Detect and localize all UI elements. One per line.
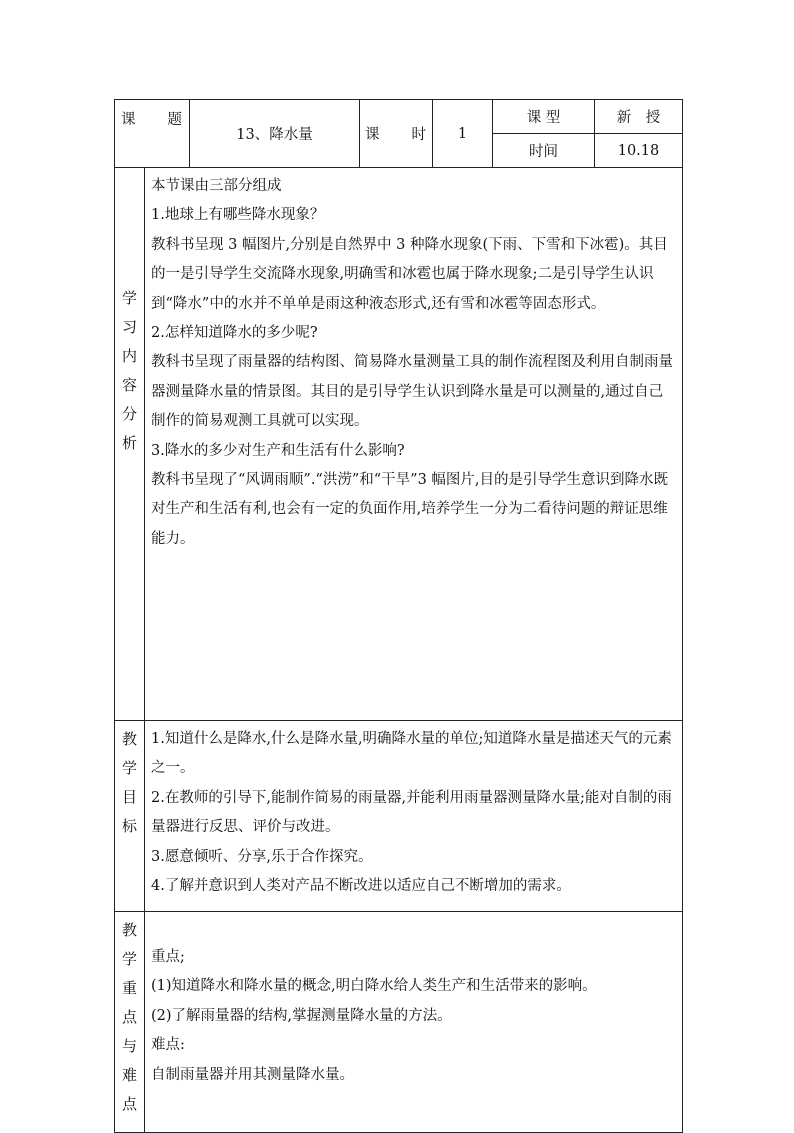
label-char: 难 [121,1066,137,1084]
content-line: 1.地球上有哪些降水现象？ [151,207,325,224]
content-line: 教科书呈现了雨量器的结构图、简易降水量测量工具的制作流程图及利用自制雨量器测量降水量的情景图。其目的是引导学生认识到降水量是可以测量的,通过自己制作的简易观测工具就可以实现。 [151,354,673,430]
label-char: 容 [121,376,137,394]
content-line: 教科书呈现 3 幅图片,分别是自然界中 3 种降水现象(下雨、下雪和下冰雹)。其目的一是引导学生交流降水现象,明确雪和冰雹也属于降水现象;二是引导学生认识到“降水”中的水并不单单是雨这种液态形式,还有雪和冰雹等固态形式。 [151,236,668,312]
content-line: 本节课由三部分组成 [151,178,282,194]
label-char: 教 [121,921,137,939]
label-char: 习 [121,318,137,336]
objectives-label [115,721,145,912]
topic-value: 13、降水量 [190,100,360,168]
time-label: 时间 [493,134,595,168]
label-char: 标 [121,817,137,835]
topic-label: 课 题 [115,100,190,168]
type-value: 新 授 [595,100,683,134]
label-char: 析 [121,434,137,452]
label-char: 分 [121,405,137,423]
key-point-line: (2)了解雨量器的结构,掌握测量降水量的方法。 [151,1007,452,1024]
content-line: 3.降水的多少对生产和生活有什么影响? [151,442,405,459]
key-point-line: 重点; [151,949,185,965]
time-value: 10.18 [595,134,683,168]
label-char: 教 [121,730,137,748]
key-point-line [151,914,676,943]
content-analysis-label [115,168,145,721]
key-points-label [115,912,145,1133]
label-char: 点 [121,1095,137,1113]
lesson-plan-table [114,99,683,1133]
label-char: 重 [121,979,137,997]
key-points-body [145,912,683,1133]
objective-line: 3.愿意倾听、分享,乐于合作探究。 [151,848,373,865]
key-point-line: (1)知道降水和降水量的概念,明白降水给人类生产和生活带来的影响。 [151,978,597,995]
hours-label: 课 时 [360,100,433,168]
key-point-line: 难点: [151,1037,185,1054]
lesson-plan-page [114,99,682,1133]
objective-line: 2.在教师的引导下,能制作简易的雨量器,并能利用雨量器测量降水量;能对自制的雨量器进行反思、评价与改进。 [151,789,672,836]
content-line: 教科书呈现了“风调雨顺”.“洪涝”和“干旱”3 幅图片,目的是引导学生意识到降水既对生产和生活有利,也会有一定的负面作用,培养学生一分为二看待问题的辩证思维能力。 [151,472,669,547]
label-char: 目 [121,788,137,806]
label-char: 学 [121,950,137,968]
hours-value: 1 [433,100,493,168]
key-point-line: 自制雨量器并用其测量降水量。 [151,1066,354,1083]
label-char: 点 [121,1008,137,1026]
type-label: 课 型 [493,100,595,134]
label-char: 内 [121,347,137,365]
content-line: 2.怎样知道降水的多少呢? [151,325,318,342]
objective-line: 4.了解并意识到人类对产品不断改进以适应自己不断增加的需求。 [151,878,571,895]
label-char: 学 [121,759,137,777]
content-analysis-body [145,168,683,721]
label-char: 学 [121,289,137,307]
objectives-body [145,721,683,912]
label-char: 与 [121,1037,137,1055]
objective-line: 1.知道什么是降水,什么是降水量,明确降水量的单位;知道降水量是描述天气的元素之一。 [151,731,672,777]
